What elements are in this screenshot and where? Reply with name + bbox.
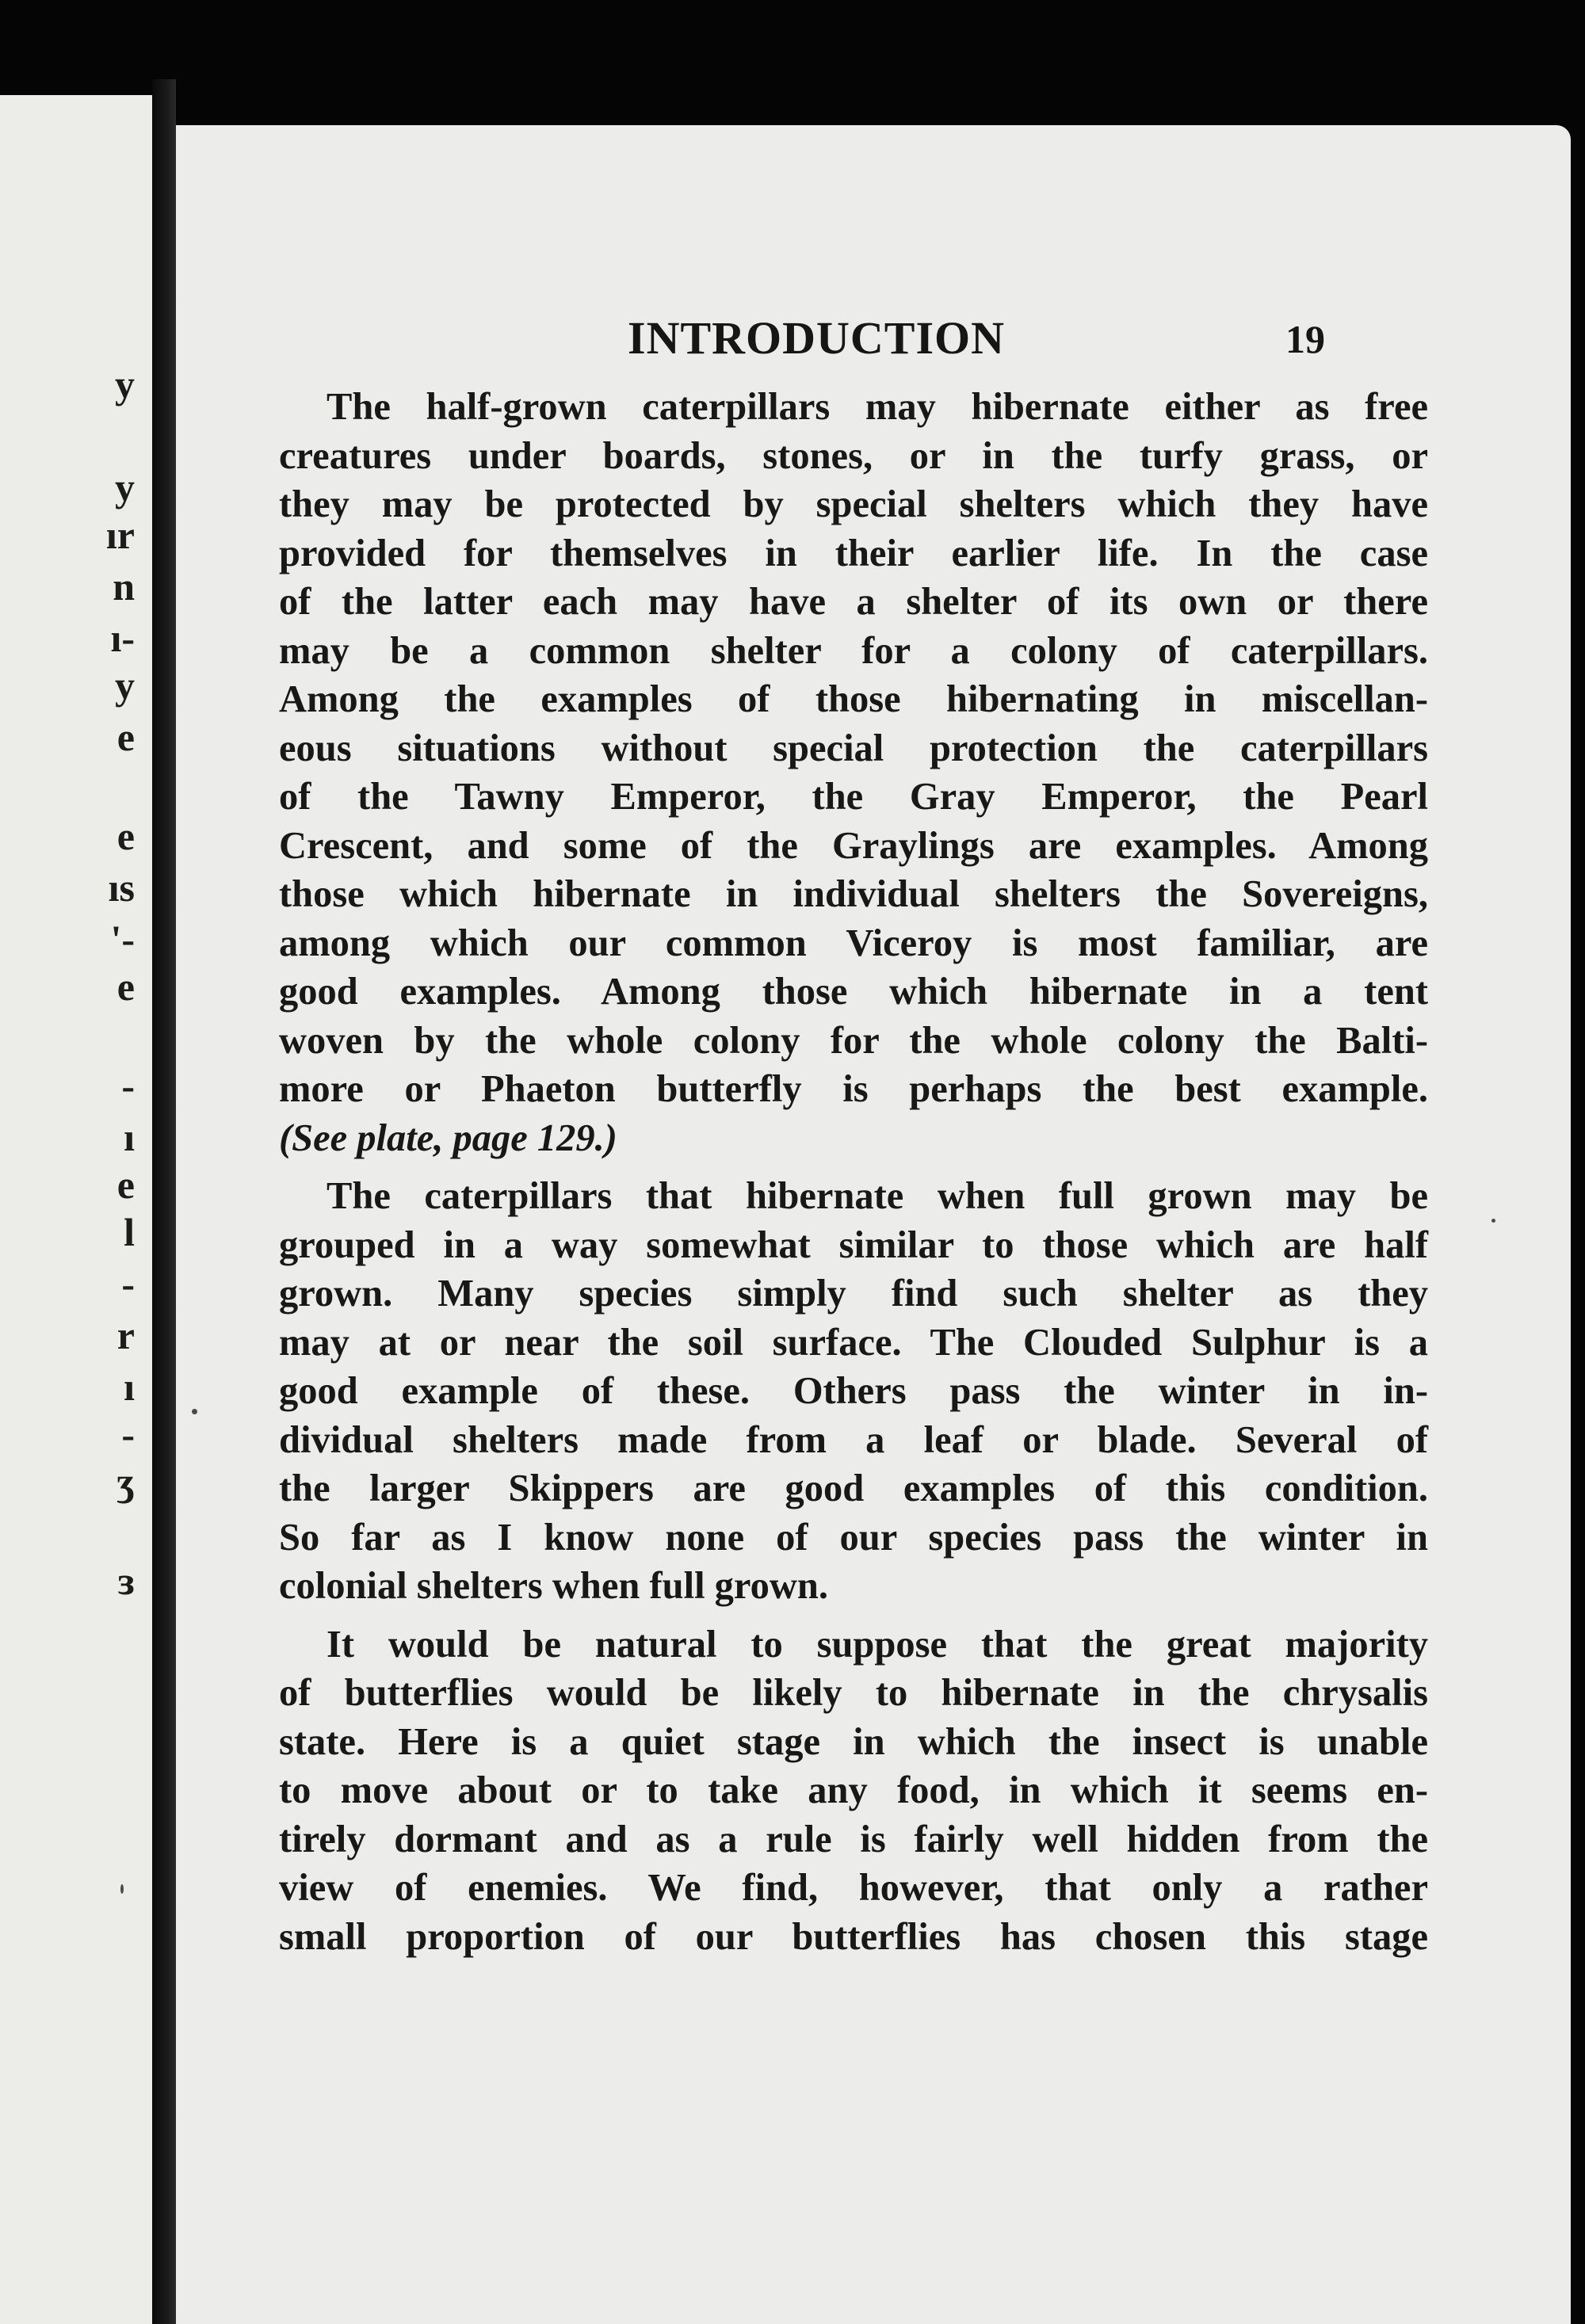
left-page-fragment: - [121,1063,135,1108]
scan-speck [192,1409,197,1414]
text-line: more or Phaeton butterfly is perhaps the best example. [279,1068,1428,1110]
text-line: provided for themselves in their earlier life. In the case [279,532,1428,574]
text-line: Crescent, and some of the Graylings are examples. Among [279,824,1428,867]
text-line: Among the examples of those hibernating in miscellan- [279,678,1428,720]
text-line: good example of these. Others pass the winter in in- [279,1370,1428,1412]
scan-speck [120,1884,124,1894]
left-page-fragment: y [115,362,135,406]
text-line: to move about or to take any food, in which it seems en- [279,1769,1428,1811]
text-line: state. Here is a quiet stage in which the insect is unable [279,1720,1428,1763]
left-page-fragment: e [116,814,135,858]
text-line: colonial shelters when full grown. [279,1565,828,1607]
running-head: INTRODUCTION [628,312,1006,364]
page-number: 19 [1285,317,1325,361]
text-line: of the latter each may have a shelter of its own or there [279,581,1428,623]
paragraph-3 [279,1620,1428,1962]
left-page-fragment: ı [124,1364,135,1409]
text-line: may be a common shelter for a colony of caterpillars. [279,629,1428,672]
text-line: So far as I know none of our species pass the winter in [279,1516,1428,1559]
book-gutter [152,79,176,2324]
left-page-fragment: y [115,465,135,509]
left-page-fragment: ı- [110,616,135,660]
left-page-fragment: - [121,1412,135,1456]
text-line: tirely dormant and as a rule is fairly well hidden from the [279,1818,1428,1860]
left-page-fragment: e [116,1162,135,1207]
text-line: The caterpillars that hibernate when full grown may be [327,1175,1428,1217]
left-page-fragment: r [116,1313,135,1357]
paragraph-2 [279,1172,1428,1611]
left-page-fragment: ıs [108,865,135,910]
text-line: may at or near the soil surface. The Clouded Sulphur is a [279,1321,1428,1364]
text-line: woven by the whole colony for the whole colony the Balti- [279,1019,1428,1062]
left-page-fragment: n [113,564,135,609]
text-line: The half-grown caterpillars may hibernate either as free [327,386,1428,428]
left-page-fragment: y [115,663,135,708]
text-line: they may be protected by special shelters which they have [279,483,1428,525]
book-page [176,125,1571,2324]
left-page-fragment: - [121,1261,135,1306]
text-line: creatures under boards, stones, or in the turfy grass, or [279,434,1428,477]
text-line: dividual shelters made from a leaf or blade. Several of [279,1418,1428,1461]
text-line: grouped in a way somewhat similar to those which are half [279,1223,1428,1266]
paragraph-1 [279,383,1428,1162]
text-line: eous situations without special protection the caterpillars [279,727,1428,769]
text-line: the larger Skippers are good examples of this condition. [279,1467,1428,1509]
left-page-fragment: l [124,1210,135,1254]
left-page-fragment: e [116,715,135,759]
text-line: of butterflies would be likely to hibernate in the chrysalis [279,1672,1428,1714]
left-page-fragment: ɜ [117,1559,135,1603]
previous-page-edge [0,95,152,2324]
text-line: It would be natural to suppose that the great majority [327,1623,1428,1666]
left-page-fragment: '- [110,917,135,961]
text-line: grown. Many species simply find such shelter as they [279,1273,1428,1315]
left-page-fragment: e [116,964,135,1009]
text-line: those which hibernate in individual shelters the Sovereigns, [279,873,1428,915]
left-page-fragment: ʒ [116,1460,135,1504]
text-line: good examples. Among those which hibernate in a tent [279,971,1428,1013]
text-line: view of enemies. We find, however, that only a rather [279,1867,1428,1909]
text-line: among which our common Viceroy is most familiar, are [279,922,1428,964]
text-line: of the Tawny Emperor, the Gray Emperor, the Pearl [279,776,1428,818]
plate-reference: (See plate, page 129.) [279,1116,617,1159]
text-line: small proportion of our butterflies has chosen this stage [279,1915,1428,1958]
body-text [279,383,1428,1971]
scan-speck [1491,1219,1495,1223]
left-page-fragment: ır [105,513,135,557]
page-header [176,311,1571,375]
left-page-fragment: ı [124,1115,135,1159]
